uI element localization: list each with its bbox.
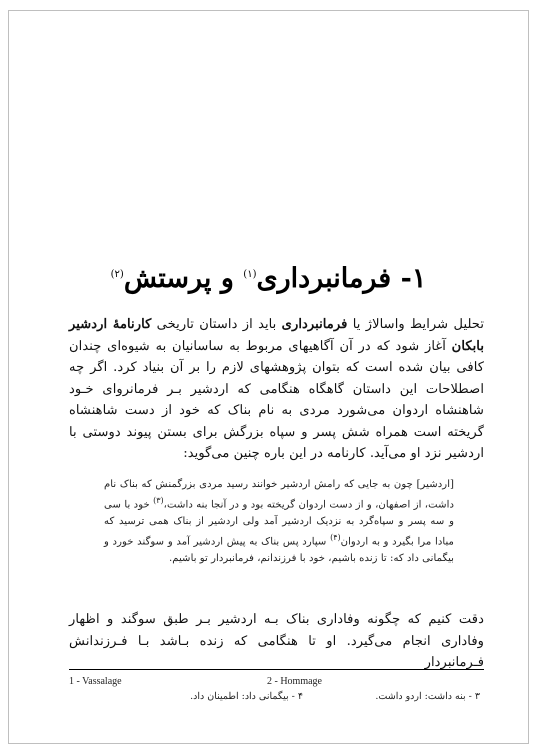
intro-paragraph — [69, 314, 484, 465]
quote-text-3: سپارد پس بناک به پیش اردشیر آمد و سوگند خورد و بیگمانی داد که: تا زنده باشیم، خود با فرزندانم، فرمانبردار تو باشیم. — [104, 536, 454, 564]
footnote-2: 2 - Hommage — [267, 676, 322, 687]
heading-part2: پرستش — [123, 263, 212, 294]
block-quote — [104, 477, 454, 567]
para1-text-1: تحلیل شرایط واسالاژ یا — [347, 317, 484, 332]
chapter-heading — [9, 255, 528, 299]
quote-ref-4: (۴) — [330, 533, 341, 542]
heading-conjunction: و — [220, 263, 234, 294]
footnote-4: ۴ - بیگمانی داد: اطمینان داد. — [190, 691, 303, 702]
closing-paragraph: دقت کنیم که چگونه وفاداری بناک بـه اردشیر بـر طبق سوگند و اظهار وفاداری انجام می‌گیرد. او تا هنگامی که زنده بـاشد بـا فـرزندانش فـرمانبردار — [69, 612, 484, 670]
para1-bold-term: فرمانبرداری — [281, 317, 348, 332]
footnote-3: ۳ - بنه داشت: اردو داشت. — [375, 691, 480, 702]
quote-ref-3: (۳) — [153, 496, 164, 506]
heading-number: ۱- — [400, 263, 427, 294]
heading-ref-2: (۲) — [110, 269, 124, 280]
heading-part1: فرمانبرداری — [256, 263, 392, 294]
footnote-divider — [69, 669, 484, 670]
para1-text-2: باید از داستان تاریخی — [151, 317, 282, 332]
heading-ref-1: (۱) — [243, 269, 257, 280]
quote-text-2: خود با سی و سه پسر و سپاه‌گرد به نزدیک اردشیر آمد ولی اردشیر از بناک همی ترسید که مبادا مرا بگیرد و به اردوان — [104, 499, 454, 548]
quote-text-1: [اردشیر] چون به جایی که رامش اردشیر خوانند رسید مردی بزرگمنش که بناک نام داشت، از اصفهان، و از دست اردوان گریخته بود و در آنجا بنه داشت، — [104, 479, 454, 511]
para1-text-3: آغاز شود که در آن آگاهیهای مربوط به ساسانیان به شیوه‌ای چندان کافی بیان شده است که بتوان پژوهشهای لازم را بر آن بنیاد کرد. اگر چه اصطلاحات این داستان گاهگاه هنگامی که اردشیر بـر فرمانروای خـود شاهنشاه اردوان می‌شورد مردی به نام بناک که خود از دست شاهنشاه گریخته است همراه شش پسر و سپاه بزرگش برای بستن پیوند دوستی با اردشیر نزد او می‌آید. کارنامه در این باره چنین می‌گوید: — [69, 338, 484, 461]
footnote-1: 1 - Vassalage — [69, 676, 122, 687]
book-page — [8, 10, 529, 744]
para1-bold-title: کارنامهٔ اردشیر بابکان — [69, 317, 484, 354]
